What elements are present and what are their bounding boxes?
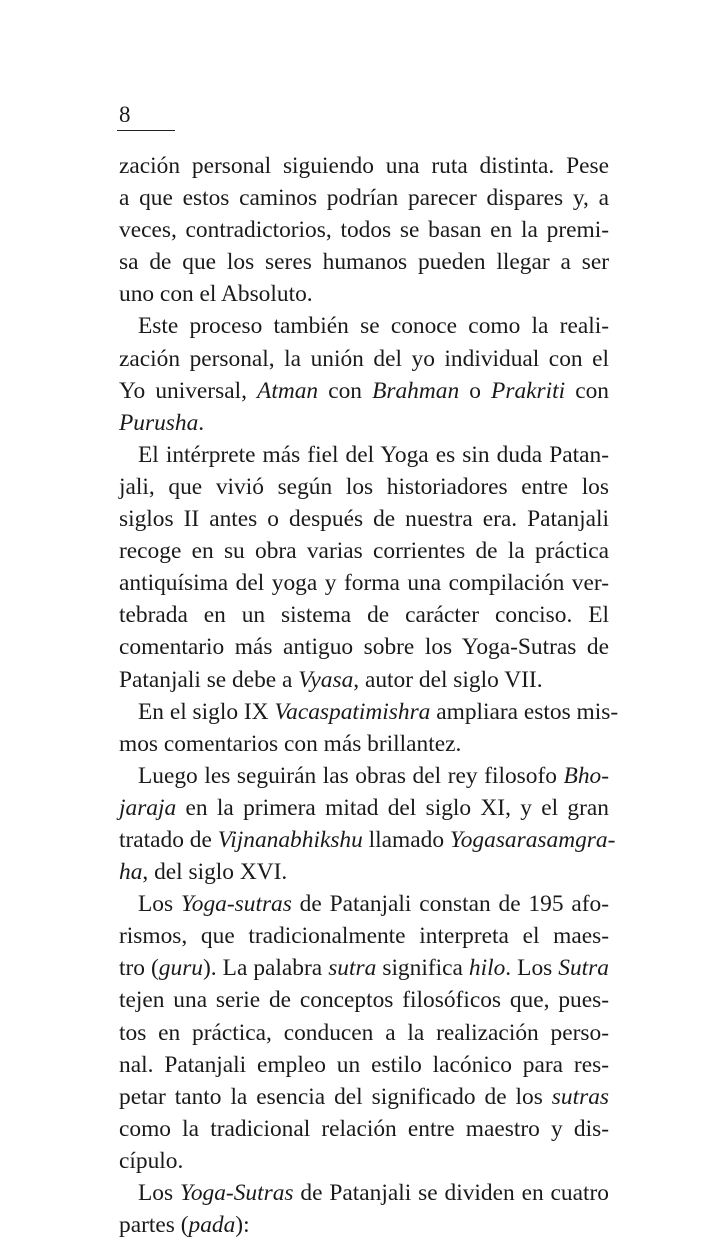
text-line: rismos, que tradicionalmente interpreta el maes-	[119, 923, 609, 950]
text-line: tratado de Vijnanabhikshu llamado Yogasarasamgra-	[119, 826, 616, 853]
body-text	[119, 150, 619, 1241]
text-line: tebrada en un sistema de carácter conciso. El	[119, 602, 609, 629]
text-line: siglos II antes o después de nuestra era. Patanjali	[119, 506, 609, 533]
text-line: cípulo.	[119, 1147, 184, 1174]
text-line: a que estos caminos podrían parecer dispares y, a	[119, 185, 609, 212]
text-line: jali, que vivió según los historiadores entre los	[119, 473, 609, 500]
text-line: Yo universal, Atman con Brahman o Prakriti con	[119, 377, 609, 404]
text-line: El intérprete más fiel del Yoga es sin duda Patan-	[138, 441, 609, 468]
text-line: jaraja en la primera mitad del siglo XI, y el gran	[119, 794, 609, 821]
text-line: Patanjali se debe a Vyasa, autor del siglo VII.	[119, 666, 543, 693]
text-line: Este proceso también se conoce como la reali-	[138, 313, 609, 340]
text-line: nal. Patanjali empleo un estilo lacónico para res-	[119, 1051, 609, 1078]
text-line: veces, contradictorios, todos se basan en la premi-	[119, 217, 609, 244]
page-number: 8	[119, 102, 131, 127]
text-line: En el siglo IX Vacaspatimishra ampliara estos mis-	[138, 698, 619, 725]
text-line: partes (pada):	[119, 1212, 250, 1239]
text-line: zación personal, la unión del yo individual con el	[119, 345, 609, 372]
text-line: recoge en su obra varias corrientes de la práctica	[119, 538, 609, 565]
text-line: antiquísima del yoga y forma una compilación ver-	[119, 570, 609, 597]
text-line: tro (guru). La palabra sutra significa hilo. Los Sutra	[119, 955, 609, 982]
text-line: como la tradicional relación entre maestro y dis-	[119, 1115, 609, 1142]
text-line: Luego les seguirán las obras del rey filosofo Bho-	[138, 762, 609, 789]
text-line: Los Yoga-sutras de Patanjali constan de 195 afo-	[138, 891, 610, 918]
text-line: comentario más antiguo sobre los Yoga-Sutras de	[119, 634, 609, 661]
text-line: petar tanto la esencia del significado de los sutras	[119, 1083, 609, 1110]
text-line: tejen una serie de conceptos filosóficos que, pues-	[119, 987, 609, 1014]
header-rule	[117, 130, 175, 131]
text-line: mos comentarios con más brillantez.	[119, 730, 462, 757]
text-line: Los Yoga-Sutras de Patanjali se dividen en cuatro	[138, 1180, 609, 1206]
text-line: Purusha.	[119, 409, 205, 436]
text-line: uno con el Absoluto.	[119, 281, 313, 308]
text-line: sa de que los seres humanos pueden llegar a ser	[119, 249, 609, 276]
text-line: tos en práctica, conducen a la realización perso-	[119, 1019, 609, 1046]
text-line: ha, del siglo XVI.	[119, 859, 288, 886]
text-line: zación personal siguiendo una ruta distinta. Pese	[119, 153, 609, 179]
